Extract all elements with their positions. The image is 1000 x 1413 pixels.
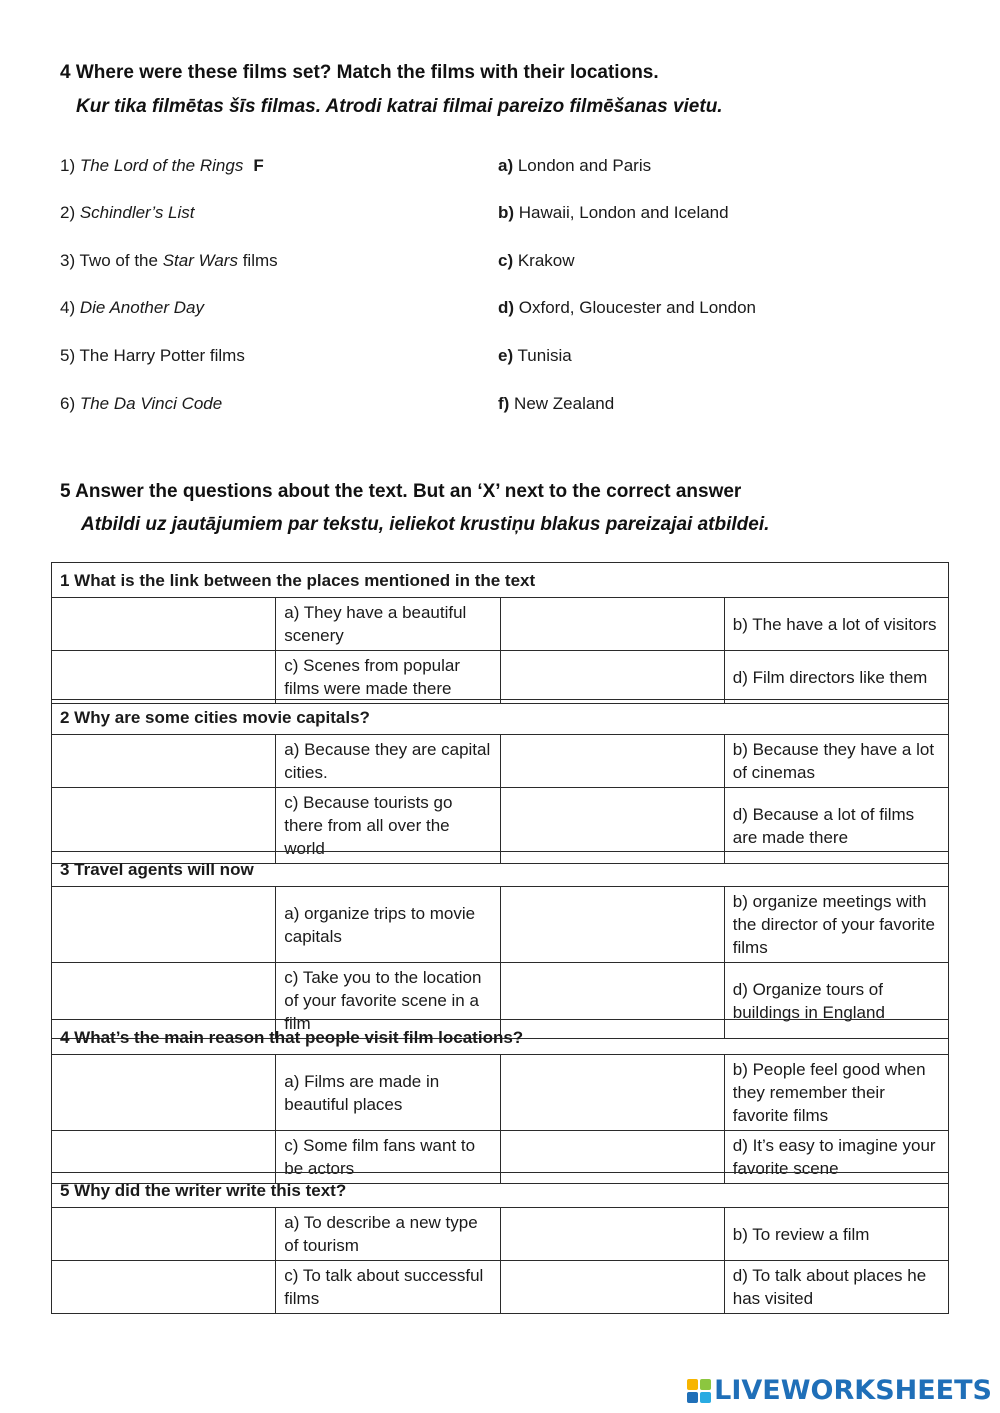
answer-box-d[interactable] [500,651,724,704]
logo-square-icon [700,1392,711,1403]
answer-box-a[interactable] [52,735,276,788]
option-b: b) organize meetings with the director of your favorite films [724,887,948,963]
logo-grid-icon [687,1379,711,1403]
question-table-2 [51,699,949,864]
option-c: c) Scenes from popular films were made there [276,651,500,704]
location-a: a) London and Paris [498,156,652,175]
answer-box-c[interactable] [52,651,276,704]
answer-1[interactable]: F [253,156,264,175]
location-d: d) Oxford, Gloucester and London [498,298,756,317]
option-c: c) To talk about successful films [276,1261,500,1314]
option-b: b) To review a film [724,1208,948,1261]
match-row [60,251,940,275]
section4-subheading: Kur tika filmētas šīs filmas. Atrodi katrai filmai pareizo filmēšanas vietu. [76,96,723,117]
section5-subheading: Atbildi uz jautājumiem par tekstu, ieliekot krustiņu blakus pareizajai atbildei. [81,514,770,535]
question-text: 4 What’s the main reason that people visit film locations? [52,1020,949,1055]
option-c: c) Some film fans want to be actors [276,1131,500,1184]
question-table-1 [51,562,949,704]
film-5: 5) The Harry Potter films [60,346,245,365]
answer-box-b[interactable] [500,1208,724,1261]
film-6: 6) The Da Vinci Code [60,394,223,413]
option-c: c) Take you to the location of your favorite scene in a film [276,963,500,1039]
logo-square-icon [687,1392,698,1403]
option-d: d) Film directors like them [724,651,948,704]
brand-name: LIVEWORKSHEETS [714,1375,992,1406]
answer-box-a[interactable] [52,1208,276,1261]
answer-box-c[interactable] [52,1261,276,1314]
option-b: b) Because they have a lot of cinemas [724,735,948,788]
film-3: 3) Two of the Star Wars films [60,251,278,270]
logo-square-icon [687,1379,698,1390]
answer-box-a[interactable] [52,887,276,963]
section5-heading: 5 Answer the questions about the text. But an ‘X’ next to the correct answer [60,481,742,502]
option-a: a) To describe a new type of tourism [276,1208,500,1261]
answer-box-b[interactable] [500,887,724,963]
film-4: 4) Die Another Day [60,298,204,317]
option-a: a) Films are made in beautiful places [276,1055,500,1131]
location-e: e) Tunisia [498,346,572,365]
option-d: d) Because a lot of films are made there [724,788,948,864]
location-c: c) Krakow [498,251,575,270]
film-2: 2) Schindler’s List [60,203,195,222]
section4-heading: 4 Where were these films set? Match the films with their locations. [60,62,659,83]
match-row [60,156,940,180]
question-text: 2 Why are some cities movie capitals? [52,700,949,735]
option-d: d) It’s easy to imagine your favorite scene [724,1131,948,1184]
location-f: f) New Zealand [498,394,615,413]
question-table-3 [51,851,949,1039]
question-text: 1 What is the link between the places mentioned in the text [52,563,949,598]
answer-box-d[interactable] [500,1261,724,1314]
answer-box-a[interactable] [52,1055,276,1131]
question-text: 5 Why did the writer write this text? [52,1173,949,1208]
answer-box-b[interactable] [500,735,724,788]
film-1: 1) The Lord of the Rings F [60,156,264,175]
location-b: b) Hawaii, London and Iceland [498,203,729,222]
option-d: d) Organize tours of buildings in England [724,963,948,1039]
question-text: 3 Travel agents will now [52,852,949,887]
option-d: d) To talk about places he has visited [724,1261,948,1314]
question-table-4 [51,1019,949,1184]
answer-box-b[interactable] [500,1055,724,1131]
match-row [60,298,940,322]
answer-box-a[interactable] [52,598,276,651]
option-a: a) They have a beautiful scenery [276,598,500,651]
match-row [60,394,940,418]
option-a: a) organize trips to movie capitals [276,887,500,963]
brand-logo [687,1375,992,1406]
match-row [60,346,940,370]
option-b: b) People feel good when they remember their favorite films [724,1055,948,1131]
option-c: c) Because tourists go there from all over the world [276,788,500,864]
logo-square-icon [700,1379,711,1390]
option-b: b) The have a lot of visitors [724,598,948,651]
answer-box-b[interactable] [500,598,724,651]
option-a: a) Because they are capital cities. [276,735,500,788]
question-table-5 [51,1172,949,1314]
match-row [60,203,940,227]
